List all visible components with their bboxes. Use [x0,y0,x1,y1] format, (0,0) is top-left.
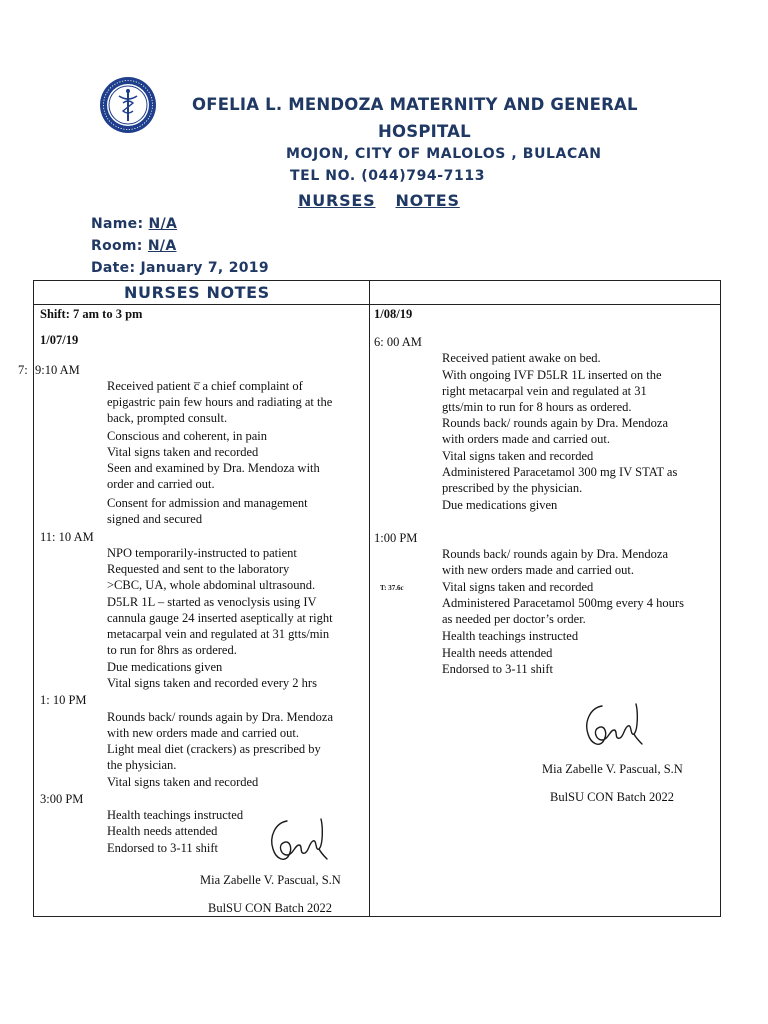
note-line: NPO temporarily-instructed to patient [107,546,297,560]
note-line: Health needs attended [107,824,218,838]
shift-label: Shift: 7 am to 3 pm [40,307,143,321]
note-line: Seen and examined by Dra. Mendoza with [107,461,320,475]
signer-batch: BulSU CON Batch 2022 [208,901,332,915]
hospital-address: MOJON, CITY OF MALOLOS , BULACAN [286,146,602,162]
signature [265,815,329,873]
right-title-row-divider [369,304,720,305]
patient-room: Room: N/A [91,238,177,254]
note-line: epigastric pain few hours and radiating at the [107,395,333,409]
hospital-name-line2: HOSPITAL [378,122,471,141]
temperature-note: T: 37.6c [380,584,404,592]
note-line: Rounds back/ rounds again by Dra. Mendoza [442,416,668,430]
note-line: as needed per doctor’s order. [442,612,586,626]
note-line: Administered Paracetamol 300 mg IV STAT as [442,465,678,479]
hospital-seal-logo [99,76,157,134]
note-line: Received patient awake on bed. [442,351,601,365]
note-line: Health teachings instructed [107,808,244,822]
note-line: back, prompted consult. [107,411,228,425]
time-entry: 3:00 PM [40,792,84,806]
document-heading: NURSES NOTES [298,191,460,210]
margin-note: 7: [18,363,28,377]
note-line: cannula gauge 24 inserted aseptically at right [107,611,333,625]
time-entry: 1:00 PM [374,531,418,545]
note-line: Vital signs taken and recorded every 2 hrs [107,676,317,690]
note-line: Vital signs taken and recorded [107,775,259,789]
note-line: with orders made and carried out. [442,432,610,446]
note-line: Due medications given [107,660,223,674]
note-line: With ongoing IVF D5LR 1L inserted on the [442,368,662,382]
patient-name: Name: N/A [91,216,178,232]
notes-date: Date: January 7, 2019 [91,260,269,276]
signer-name: Mia Zabelle V. Pascual, S.N [542,762,683,776]
note-line: order and carried out. [107,477,215,491]
time-entry: 11: 10 AM [40,530,94,544]
title-row-divider [34,304,369,305]
note-line: Administered Paracetamol 500mg every 4 hours [442,596,684,610]
time-entry: 9:10 AM [35,363,80,377]
signer-name: Mia Zabelle V. Pascual, S.N [200,873,341,887]
time-entry: 6: 00 AM [374,335,422,349]
note-line: Due medications given [442,498,558,512]
note-line: Endorsed to 3-11 shift [107,841,218,855]
note-line: Vital signs taken and recorded [442,580,594,594]
note-line: prescribed by the physician. [442,481,583,495]
note-line: Vital signs taken and recorded [107,445,259,459]
note-line: with new orders made and carried out. [107,726,299,740]
signature [580,700,644,758]
left-entry-date: 1/07/19 [40,333,79,347]
note-line: Health needs attended [442,646,553,660]
note-line: Conscious and coherent, in pain [107,429,268,443]
hospital-name-line1: OFELIA L. MENDOZA MATERNITY AND GENERAL [192,95,638,114]
column-divider [369,281,370,916]
note-line: gtts/min to run for 8 hours as ordered. [442,400,632,414]
note-line: Light meal diet (crackers) as prescribed by [107,742,321,756]
note-line: Rounds back/ rounds again by Dra. Mendoza [442,547,668,561]
note-line: signed and secured [107,512,203,526]
note-line: Consent for admission and management [107,496,308,510]
signer-batch: BulSU CON Batch 2022 [550,790,674,804]
note-line: Endorsed to 3-11 shift [442,662,553,676]
note-line: the physician. [107,758,177,772]
note-line: >CBC, UA, whole abdominal ultrasound. [107,578,316,592]
note-line: right metacarpal vein and regulated at 31 [442,384,647,398]
note-line: to run for 8hrs as ordered. [107,643,237,657]
time-entry: 1: 10 PM [40,693,87,707]
note-line: with new orders made and carried out. [442,563,634,577]
note-line: Vital signs taken and recorded [442,449,594,463]
note-line: Rounds back/ rounds again by Dra. Mendoza [107,710,333,724]
hospital-telephone: TEL NO. (044)794-7113 [290,168,486,184]
note-line: Received patient c̅ a chief complaint of [107,379,303,393]
right-entry-date: 1/08/19 [374,307,413,321]
note-line: Health teachings instructed [442,629,579,643]
table-title: NURSES NOTES [124,283,270,302]
note-line: D5LR 1L – started as venoclysis using IV [107,595,317,609]
note-line: metacarpal vein and regulated at 31 gtts/min [107,627,330,641]
note-line: Requested and sent to the laboratory [107,562,290,576]
